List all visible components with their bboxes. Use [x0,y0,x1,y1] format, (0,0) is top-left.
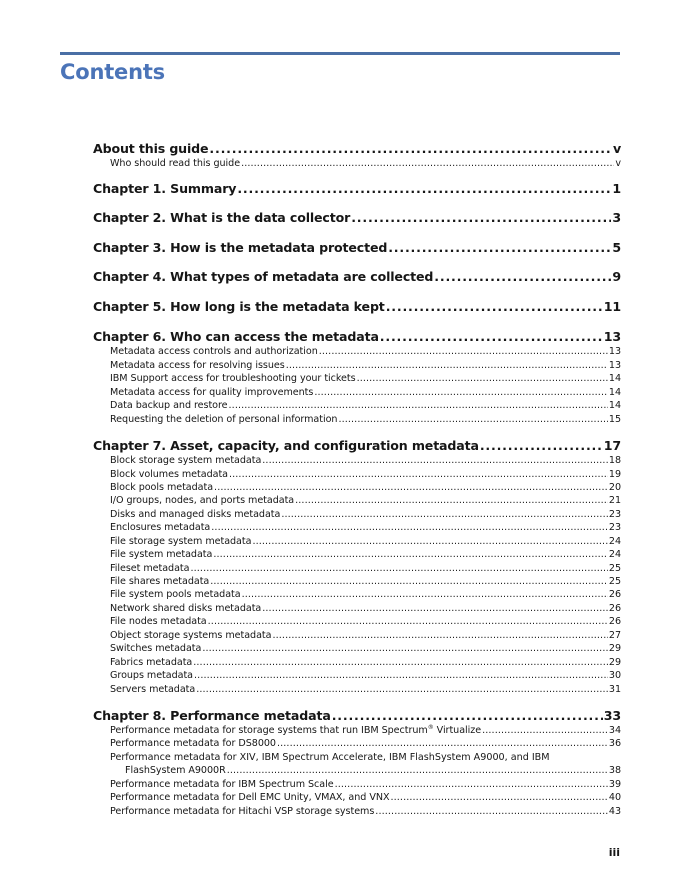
toc-section[interactable] [110,359,621,372]
page-title: Contents [60,60,165,84]
toc-section-page: 40 [608,792,621,804]
toc-section[interactable] [110,372,621,385]
toc-section-wrapped-line1[interactable]: Performance metadata for XIV, IBM Spectrum Accelerate, IBM FlashSystem A9000, and IBM [110,751,550,763]
leader-dots [194,669,608,682]
toc-section[interactable] [110,669,621,682]
toc-section-title: Performance metadata for Dell EMC Unity, VMAX, and VNX [110,792,390,804]
toc-section-title: File system metadata [110,549,213,561]
leader-dots [386,299,603,315]
toc-section-page: 13 [608,359,621,371]
leader-dots [338,413,607,426]
leader-dots [286,359,608,372]
toc-section-page: 29 [608,656,621,668]
toc-section[interactable] [110,588,621,601]
toc-section-page: 24 [608,549,621,561]
toc-section[interactable] [110,778,621,791]
toc-section-title: Metadata access for resolving issues [110,359,285,371]
toc-entry-title: Chapter 7. Asset, capacity, and configuration metadata [93,438,479,454]
toc-entry-title: Chapter 1. Summary [93,181,237,197]
toc-section-page: 23 [608,522,621,534]
toc-entry-title: Chapter 3. How is the metadata protected [93,240,388,256]
toc-section-page: 36 [608,738,621,750]
toc-section-title: I/O groups, nodes, and ports metadata [110,495,295,507]
leader-dots [272,629,607,642]
toc-section-title: Requesting the deletion of personal information [110,413,338,425]
toc-section-page: 43 [608,805,621,817]
toc-section-title: IBM Support access for troubleshooting your tickets [110,373,356,385]
toc-section-title [110,724,481,737]
toc-section-title: File storage system metadata [110,535,252,547]
leader-dots [208,615,608,628]
leader-dots [314,386,608,399]
leader-dots [210,575,608,588]
toc-entry-chapter-3[interactable] [93,240,621,256]
toc-section-page: 14 [608,386,621,398]
toc-section[interactable] [110,642,621,655]
toc-section-title: Performance metadata for IBM Spectrum Scale [110,778,334,790]
leader-dots [480,438,603,454]
leader-dots [335,778,608,791]
leader-dots [190,562,607,575]
toc-section[interactable] [110,656,621,669]
toc-entry-title: Chapter 8. Performance metadata [93,707,331,723]
leader-dots [375,805,608,818]
leader-dots [202,642,608,655]
leader-dots [357,372,608,385]
toc-section[interactable] [110,737,621,750]
leader-dots [213,548,608,561]
toc-section-title: Performance metadata for Hitachi VSP storage systems [110,805,375,817]
toc-entry-title: Chapter 4. What types of metadata are collected [93,269,434,285]
registered-mark: ® [427,723,434,731]
toc-section[interactable] [110,562,621,575]
leader-dots [482,724,608,737]
leader-dots [281,508,608,521]
leader-dots [262,454,608,467]
toc-section[interactable] [110,791,621,804]
toc-section-title: Disks and managed disks metadata [110,508,281,520]
toc-section-page: 18 [608,455,621,467]
toc-section-page: 29 [608,643,621,655]
leader-dots [262,602,608,615]
toc-section-title: File nodes metadata [110,616,207,628]
toc-entry-page: 3 [612,210,621,226]
toc-entry-title: About this guide [93,141,209,156]
toc-entry-chapter-5[interactable] [93,299,621,315]
toc-entry-title: Chapter 2. What is the data collector [93,210,351,226]
leader-dots [193,656,608,669]
toc-section-title: Enclosures metadata [110,522,211,534]
toc-section-title: Who should read this guide [110,158,241,169]
toc-entry-page: v [612,141,621,156]
leader-dots [241,157,614,170]
leader-dots [237,181,611,197]
toc-section-page: 26 [608,589,621,601]
leader-dots [196,683,608,696]
toc-section-page: 14 [608,400,621,412]
leader-dots [380,329,603,345]
toc-entry-chapter-6[interactable] [93,329,621,345]
top-rule [60,52,620,55]
toc-section-title-part: Virtualize [433,724,482,736]
toc-section[interactable] [110,345,621,358]
toc-section-title: Groups metadata [110,670,194,682]
toc-section-page: 14 [608,373,621,385]
toc-section-title-part: Performance metadata for storage systems that run IBM Spectrum [110,724,428,736]
toc-section[interactable] [110,724,621,737]
leader-dots [351,210,611,226]
toc-section-page: 34 [608,724,621,736]
toc-section[interactable] [110,521,621,534]
toc-section-page: 38 [608,765,621,777]
toc-entry-page: 33 [603,707,621,723]
toc-entry-page: 9 [612,269,621,285]
toc-section-page: 25 [608,576,621,587]
toc-section-page: 25 [608,562,621,574]
toc-section-page: 19 [608,468,621,480]
toc-section-page: 39 [608,778,621,790]
toc-entry-chapter-4[interactable] [93,269,621,285]
toc-section-title: Object storage systems metadata [110,629,272,641]
toc-section[interactable] [110,602,621,615]
toc-section[interactable] [110,386,621,399]
toc-section[interactable] [110,615,621,628]
table-of-contents [93,141,621,818]
toc-section[interactable] [110,683,621,696]
toc-entry-title: Chapter 6. Who can access the metadata [93,329,379,345]
toc-section-page: 21 [608,495,621,507]
leader-dots [434,269,611,285]
toc-section[interactable] [110,548,621,561]
toc-section-title: Switches metadata [110,643,202,655]
toc-section[interactable] [110,454,621,467]
leader-dots [252,535,607,548]
toc-section-page: 31 [608,683,621,695]
toc-section-page: 26 [608,602,621,614]
leader-dots [229,399,608,412]
leader-dots [277,737,608,750]
toc-section-page: 23 [608,508,621,520]
chapter-6-sections [93,345,621,426]
leader-dots [209,141,612,157]
toc-section-title: File shares metadata [110,576,210,587]
toc-section-page: 13 [608,346,621,358]
toc-section-title: Servers metadata [110,683,196,695]
leader-dots [214,481,608,494]
toc-section[interactable] [110,508,621,521]
toc-section-title: FlashSystem A9000R [125,765,226,777]
toc-section[interactable] [110,413,621,426]
leader-dots [319,345,608,358]
leader-dots [332,708,603,724]
leader-dots [242,588,608,601]
toc-section-title: Fileset metadata [110,562,190,574]
toc-section-title: Metadata access for quality improvements [110,386,314,398]
toc-entry-chapter-7[interactable] [93,438,621,454]
leader-dots [295,494,608,507]
toc-section[interactable] [110,629,621,642]
toc-entry-about[interactable] [93,141,621,157]
toc-entry-page: 13 [603,329,621,345]
toc-entry-page: 17 [603,438,621,454]
toc-entry-page: 11 [603,299,621,315]
toc-section-title: Block storage system metadata [110,455,262,467]
toc-section[interactable] [110,468,621,481]
toc-entry-page: 1 [612,181,621,197]
toc-section-title: Data backup and restore [110,400,228,412]
toc-section[interactable] [110,575,621,588]
toc-section-title: Block volumes metadata [110,468,228,480]
leader-dots [227,764,608,777]
toc-section[interactable] [125,764,621,777]
toc-section[interactable] [110,399,621,412]
toc-section-page: 27 [608,629,621,641]
toc-section-title: Block pools metadata [110,481,214,493]
toc-section[interactable] [110,494,621,507]
toc-entry-chapter-8[interactable] [93,708,621,724]
toc-entry-chapter-2[interactable] [93,210,621,226]
toc-entry-chapter-1[interactable] [93,181,621,197]
leader-dots [211,521,608,534]
toc-section-title: Fabrics metadata [110,656,193,668]
toc-section-title: Network shared disks metadata [110,602,262,614]
toc-section-page: v [615,158,621,169]
toc-section-title: Metadata access controls and authorization [110,346,318,358]
toc-section-title: File system pools metadata [110,589,241,601]
toc-entry-title: Chapter 5. How long is the metadata kept [93,299,385,315]
toc-section[interactable] [110,535,621,548]
toc-section-page: 30 [608,670,621,682]
toc-section-page: 26 [608,616,621,628]
toc-section[interactable] [110,805,621,818]
chapter-7-sections [93,454,621,696]
toc-section[interactable] [110,481,621,494]
toc-section-title: Performance metadata for DS8000 [110,738,276,750]
toc-section-page: 15 [608,413,621,425]
leader-dots [229,468,608,481]
leader-dots [390,791,607,804]
toc-section-page: 20 [608,481,621,493]
leader-dots [388,240,611,256]
page-number: iii [608,846,620,859]
toc-section-page: 24 [608,535,621,547]
toc-entry-page: 5 [612,240,621,256]
toc-section[interactable] [110,157,621,170]
